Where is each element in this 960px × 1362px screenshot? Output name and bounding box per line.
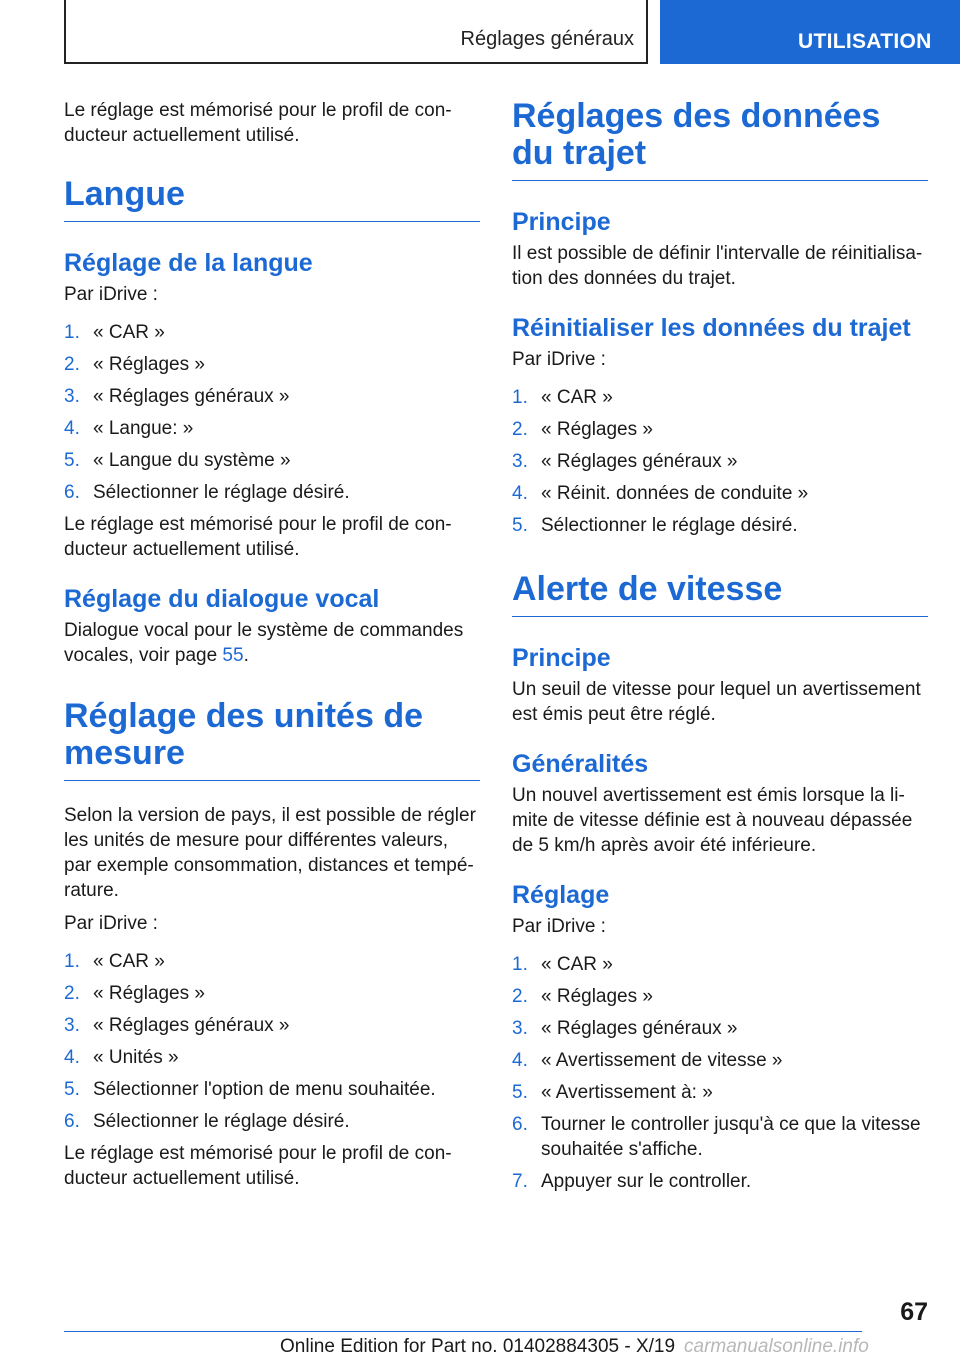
- par-idrive-langue: Par iDrive :: [64, 284, 158, 305]
- left-column: [64, 98, 480, 1191]
- heading-principe-trajet: Principe: [512, 208, 611, 236]
- generalites-text: Un nouvel avertissement est émis lorsque la li- mite de vitesse définie est à nouveau dépassée de 5 km/h après avoir été inférieure.: [512, 785, 913, 856]
- list-item: 1. « CAR »: [64, 322, 165, 343]
- heading-generalites: Généralités: [512, 750, 649, 778]
- list-item: 1. « CAR »: [64, 951, 165, 972]
- list-item: 4. « Unités »: [64, 1047, 179, 1068]
- par-idrive-trajet: Par iDrive :: [512, 349, 606, 370]
- list-item: 4. « Langue: »: [64, 418, 194, 439]
- list-item: 3. « Réglages généraux »: [512, 451, 738, 472]
- right-column: [512, 98, 928, 1201]
- edition-footer: Online Edition for Part no. 01402884305 - X/19: [280, 1336, 676, 1357]
- page-link-55[interactable]: 55: [222, 645, 244, 666]
- heading-alerte-vitesse: Alerte de vitesse: [512, 571, 928, 617]
- list-item: 5. Sélectionner le réglage désiré.: [512, 515, 798, 536]
- par-idrive-unites: Par iDrive :: [64, 913, 158, 934]
- header-section-box: [64, 0, 648, 64]
- list-item: 2. « Réglages »: [512, 419, 653, 440]
- par-idrive-alerte: Par iDrive :: [512, 916, 606, 937]
- page-number: 67: [900, 1298, 928, 1326]
- heading-principe-alerte: Principe: [512, 644, 611, 672]
- footer-divider: [64, 1331, 862, 1332]
- watermark: carmanualsonline.info: [684, 1336, 869, 1357]
- note-langue: Le réglage est mémorisé pour le profil de con- ducteur actuellement utilisé.: [64, 514, 452, 560]
- heading-reglage-alerte: Réglage: [512, 881, 610, 909]
- principe-alerte-text: Un seuil de vitesse pour lequel un avertissement est émis peut être réglé.: [512, 679, 921, 725]
- header-chapter-tab: UTILISATION: [660, 0, 960, 64]
- steps-alerte: [512, 952, 928, 1194]
- list-item: 1. « CAR »: [512, 387, 613, 408]
- list-item: 6. Sélectionner le réglage désiré.: [64, 1111, 350, 1132]
- intro-note: Le réglage est mémorisé pour le profil de con- ducteur actuellement utilisé.: [64, 100, 452, 146]
- dialogue-vocal-text: Dialogue vocal pour le système de commandes vocales, voir page 55.: [64, 620, 464, 666]
- list-item: 7. Appuyer sur le controller.: [512, 1171, 752, 1192]
- steps-trajet: [512, 385, 928, 538]
- list-item: 3. « Réglages généraux »: [64, 1015, 290, 1036]
- list-item: 6. Sélectionner le réglage désiré.: [64, 482, 350, 503]
- list-item: 2. « Réglages »: [512, 986, 653, 1007]
- list-item: 6. Tourner le controller jusqu'à ce que la vitesse souhaitée s'affiche.: [512, 1114, 921, 1160]
- heading-reglage-langue: Réglage de la langue: [64, 249, 313, 277]
- list-item: 4. « Avertissement de vitesse »: [512, 1050, 783, 1071]
- principe-trajet-text: Il est possible de définir l'intervalle de réinitialisa- tion des données du trajet.: [512, 243, 923, 289]
- list-item: 5. « Avertissement à: »: [512, 1082, 713, 1103]
- heading-unites: Réglage des unités de mesure: [64, 698, 480, 781]
- list-item: 1. « CAR »: [512, 954, 613, 975]
- heading-reinit-trajet: Réinitialiser les données du trajet: [512, 314, 911, 342]
- note-unites: Le réglage est mémorisé pour le profil de con- ducteur actuellement utilisé.: [64, 1143, 452, 1189]
- header-section-title: Réglages généraux: [460, 28, 634, 50]
- heading-langue: Langue: [64, 176, 480, 222]
- steps-langue: [64, 320, 480, 505]
- list-item: 5. Sélectionner l'option de menu souhaitée.: [64, 1079, 436, 1100]
- list-item: 5. « Langue du système »: [64, 450, 291, 471]
- list-item: 3. « Réglages généraux »: [512, 1018, 738, 1039]
- list-item: 4. « Réinit. données de conduite »: [512, 483, 809, 504]
- list-item: 2. « Réglages »: [64, 354, 205, 375]
- list-item: 3. « Réglages généraux »: [64, 386, 290, 407]
- heading-donnees-trajet: Réglages des données du trajet: [512, 98, 928, 181]
- unites-intro: Selon la version de pays, il est possible de régler les unités de mesure pour différentes valeurs, par exemple consommation, distances et tempé- rature.: [64, 805, 476, 901]
- steps-unites: [64, 949, 480, 1134]
- heading-dialogue-vocal: Réglage du dialogue vocal: [64, 585, 380, 613]
- list-item: 2. « Réglages »: [64, 983, 205, 1004]
